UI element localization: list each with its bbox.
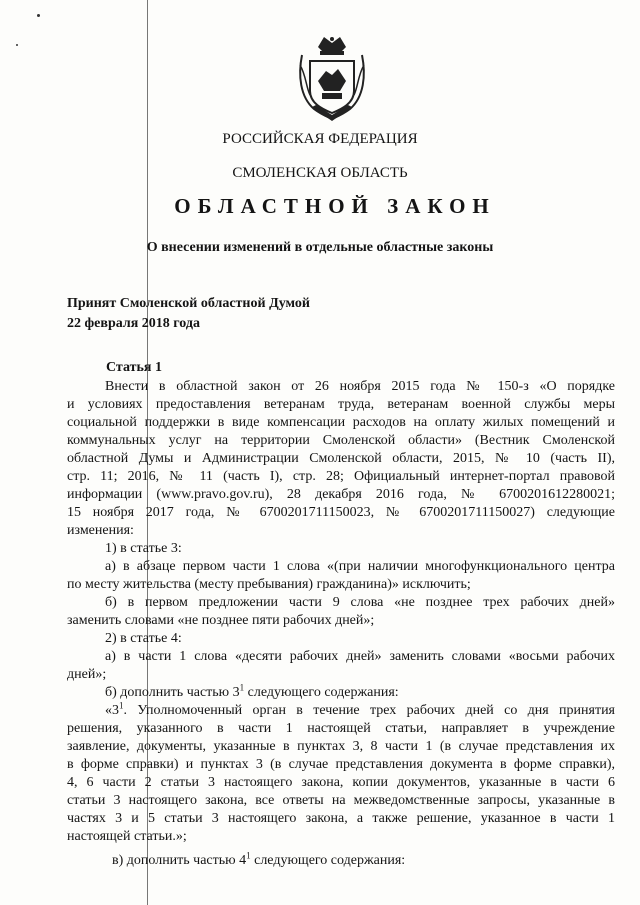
- body-line: по месту жительства (месту пребывания) гражданина)» исключить;: [67, 577, 471, 592]
- list-item: а) в части 1 слова «десяти рабочих дней» заменить словами «восьми рабочих: [105, 649, 615, 664]
- body-line: заменить словами «не позднее пяти рабочих дней»;: [67, 613, 375, 628]
- quoted-paragraph-start: «$3^1$. Уполномоченный орган в течение трех рабочих дней со дня принятия: [105, 700, 615, 718]
- scan-speck: [37, 14, 40, 17]
- body-line: заявление, документы, указанные в пунктах 3, 8 части 1 (в случае представления их: [67, 739, 615, 754]
- body-line: дней»;: [67, 667, 107, 682]
- adoption-block: [67, 294, 310, 334]
- list-item: а) в абзаце первом части 1 слова «(при наличии многофункционального центра: [105, 559, 615, 574]
- adoption-line: Принят Смоленской областной Думой: [67, 296, 310, 311]
- body-line: решения, указанного в части 1 настоящей статьи, направляет в учреждение: [67, 721, 615, 736]
- body-line: частях 3 и 5 статьи 3 настоящего закона, а также решение, указанное в части 1: [67, 811, 615, 826]
- adoption-date: 22 февраля 2018 года: [67, 316, 200, 331]
- body-line: изменения:: [67, 523, 134, 538]
- body-line: статьи 3 настоящего закона, все ответы на межведомственные запросы, указанные в: [67, 793, 615, 808]
- body-line: в форме справки) и пунктах 3 (в случае представления документа в форме справки),: [67, 757, 615, 772]
- body-line: 15 ноября 2017 года, № 6700201711150023, № 6700201711150027) следующие: [67, 505, 615, 520]
- body-line: стр. 11; 2016, № 11 (часть I), стр. 28; Официальный интернет-портал правовой: [67, 469, 615, 484]
- body-line: коммунальных услуг на территории Смоленской области» (Вестник Смоленской: [67, 433, 615, 448]
- country-title: РОССИЙСКАЯ ФЕДЕРАЦИЯ: [222, 131, 418, 147]
- article-heading: Статья 1: [106, 360, 162, 375]
- body-line: 4, 6 части 2 статьи 3 настоящего закона, копии документов, указанные в части 6: [67, 775, 615, 790]
- body-line: информации (www.pravo.gov.ru), 28 декабря 2016 года, № 6700201612280021;: [67, 487, 615, 502]
- coat-of-arms-emblem: [296, 35, 368, 123]
- list-item: в) дополнить частью $4^1$ следующего содержания:: [112, 850, 406, 868]
- list-item: б) дополнить частью $3^1$ следующего содержания:: [105, 682, 399, 700]
- body-line: Внести в областной закон от 26 ноября 2015 года № 150-з «О порядке: [105, 379, 615, 394]
- body-line: социальной поддержки в виде компенсации расходов на оплату жилых помещений и: [67, 415, 615, 430]
- list-item: б) в первом предложении части 9 слова «не позднее трех рабочих дней»: [105, 595, 615, 610]
- scan-speck: [16, 44, 18, 46]
- body-line: и условиях предоставления ветеранам труда, ветеранам военной службы меры: [67, 397, 615, 412]
- region-title: СМОЛЕНСКАЯ ОБЛАСТЬ: [232, 165, 408, 181]
- law-subject-title: О внесении изменений в отдельные областные законы: [146, 240, 494, 255]
- body-line: настоящей статьи.»;: [67, 829, 187, 844]
- document-type-title: ОБЛАСТНОЙ ЗАКОН: [174, 194, 496, 218]
- list-item: 2) в статье 4:: [105, 631, 182, 646]
- body-line: областной Думы и Администрации Смоленской области, 2015, № 10 (часть II),: [67, 451, 615, 466]
- list-item: 1) в статье 3:: [105, 541, 182, 556]
